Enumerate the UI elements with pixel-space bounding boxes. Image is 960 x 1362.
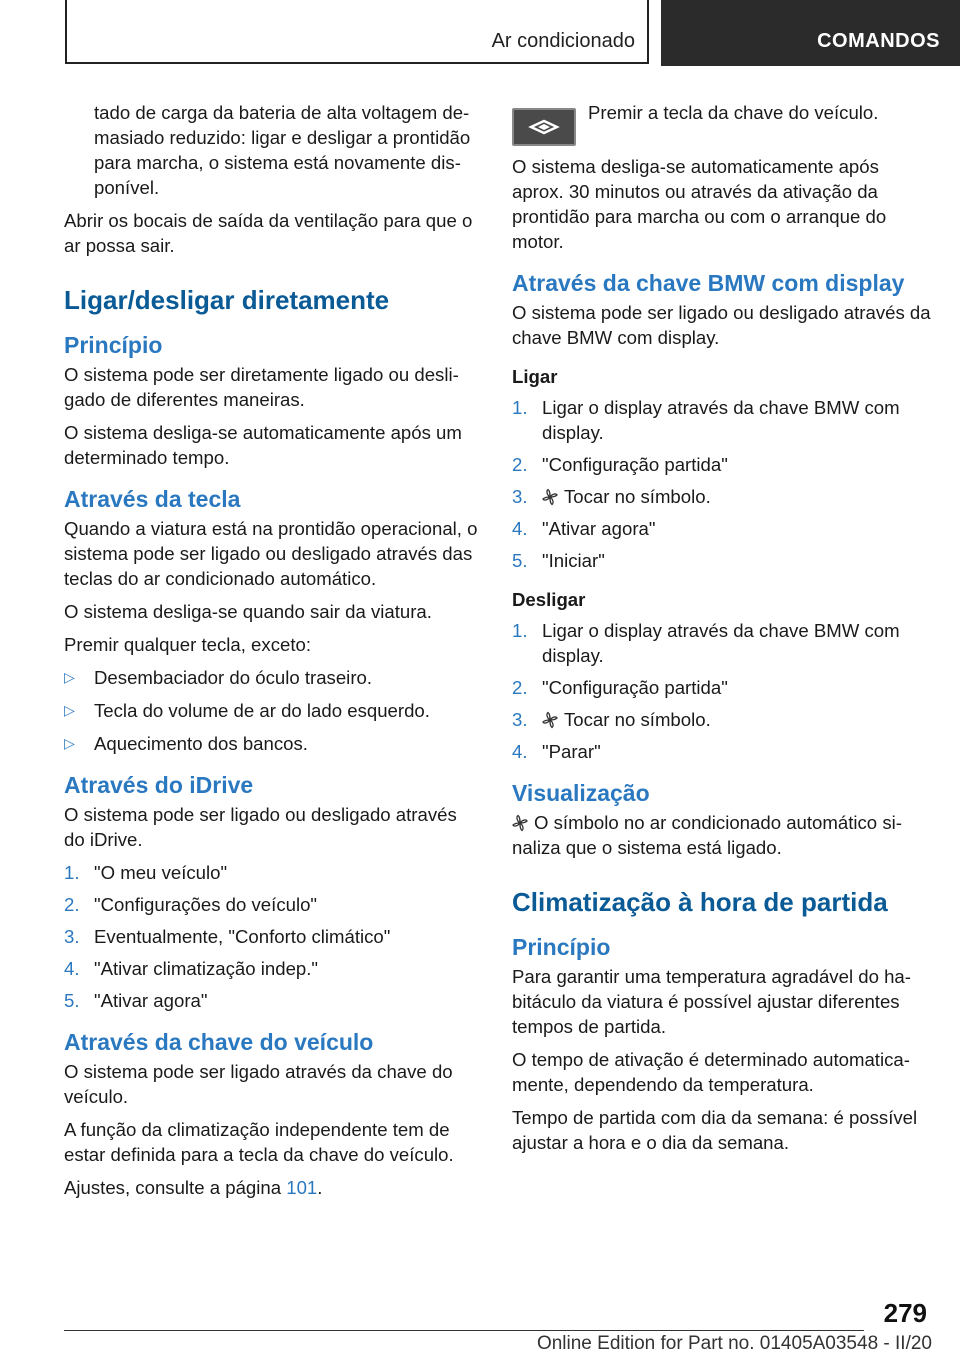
triangle-bullet-icon: ▷ xyxy=(64,702,75,718)
list-item: ▷ Desembaciador do óculo traseiro. xyxy=(64,667,373,688)
list-item: 4. "Ativar climatização indep." xyxy=(64,958,319,979)
heading-principle: Princípio xyxy=(64,332,163,358)
list-item: 1. Ligar o display através da chave BMW com display. xyxy=(512,397,900,443)
header-chapter-box xyxy=(661,0,960,66)
edition-footer: Online Edition for Part no. 01405A03548 - II/20 xyxy=(536,1333,932,1354)
vehicle-key-button-icon xyxy=(512,108,576,146)
heading-via-vehicle-key: Através da chave do veículo xyxy=(64,1029,374,1055)
list-item: 4. "Parar" xyxy=(512,741,601,762)
heading-display: Visualização xyxy=(512,780,650,806)
list-item: 2. "Configurações do veículo" xyxy=(64,894,318,915)
list-item: 5. "Iniciar" xyxy=(512,550,605,571)
key-paragraph-1: O sistema pode ser ligado através da chave do veículo. xyxy=(64,1061,453,1107)
section-title: Ar condicionado xyxy=(491,30,635,52)
switch-off-steps xyxy=(512,618,932,764)
list-item: 5. "Ativar agora" xyxy=(64,990,208,1011)
page-number: 279 xyxy=(883,1298,927,1328)
triangle-bullet-icon: ▷ xyxy=(64,669,75,685)
chapter-title: COMANDOS xyxy=(817,30,940,52)
switch-on-steps xyxy=(512,395,932,573)
key-instruction xyxy=(512,100,932,144)
heading-via-idrive: Através do iDrive xyxy=(64,772,254,798)
page-reference-link[interactable]: 101 xyxy=(286,1177,318,1198)
list-item: 3. Tocar no símbolo. xyxy=(512,709,711,730)
idrive-steps xyxy=(64,860,482,1013)
except-list xyxy=(64,665,482,756)
list-item: 2. "Configuração partida" xyxy=(512,454,728,475)
fan-icon xyxy=(542,488,558,506)
idrive-paragraph: O sistema pode ser ligado ou desligado através do iDrive. xyxy=(64,804,457,850)
heading-direct-on-off: Ligar/desligar diretamente xyxy=(64,285,390,315)
heading-switch-on: Ligar xyxy=(512,366,558,387)
heading-via-button: Através da tecla xyxy=(64,486,241,512)
header-section-box xyxy=(65,0,649,64)
list-item: ▷ Aquecimento dos bancos. xyxy=(64,733,308,754)
principle-paragraph-1: O sistema pode ser diretamente ligado ou desligado de diferentes maneiras. xyxy=(64,364,459,410)
list-item: 3. Tocar no símbolo. xyxy=(512,486,711,507)
continued-paragraph: tado de carga da bateria de alta voltagem demasiado reduzido: ligar e desligar a prontidão para marcha, o sistema está novamente disponível. xyxy=(94,102,471,198)
right-column xyxy=(512,100,932,1163)
press-key-text: Premir a tecla da chave do veículo. xyxy=(588,102,879,123)
key-paragraph-3: Ajustes, consulte a página 101. xyxy=(64,1177,323,1198)
heading-departure-climate: Climatização à hora de partida xyxy=(512,887,888,917)
list-item: 2. "Configuração partida" xyxy=(512,677,728,698)
footer-divider xyxy=(64,1330,864,1331)
principle-paragraph-2: O sistema desliga-se automaticamente após um determinado tempo. xyxy=(64,422,462,468)
display-key-paragraph: O sistema pode ser ligado ou desligado através da chave BMW com display. xyxy=(512,302,931,348)
departure-paragraph-2: O tempo de ativação é determinado automaticamente, dependendo da temperatura. xyxy=(512,1049,910,1095)
heading-via-display-key: Através da chave BMW com display xyxy=(512,270,905,296)
auto-off-paragraph: O sistema desliga-se automaticamente após aprox. 30 minutos ou através da ativação da prontidão para marcha ou com o arranque do motor. xyxy=(512,156,887,252)
list-item: 4. "Ativar agora" xyxy=(512,518,656,539)
fan-icon xyxy=(512,814,528,832)
departure-paragraph-3: Tempo de partida com dia da semana: é possível ajustar a hora e o dia da semana. xyxy=(512,1107,918,1153)
heading-switch-off: Desligar xyxy=(512,589,586,610)
list-item: 1. "O meu veículo" xyxy=(64,862,228,883)
list-item: ▷ Tecla do volume de ar do lado esquerdo. xyxy=(64,700,430,721)
fan-icon xyxy=(542,711,558,729)
list-item: 1. Ligar o display através da chave BMW com display. xyxy=(512,620,900,666)
departure-paragraph-1: Para garantir uma temperatura agradável do habitáculo da viatura é possível ajustar diferentes tempos de partida. xyxy=(512,966,911,1037)
button-paragraph-2: O sistema desliga-se quando sair da viatura. xyxy=(64,601,432,622)
button-paragraph-3: Premir qualquer tecla, exceto: xyxy=(64,634,312,655)
display-paragraph: O símbolo no ar condicionado automático sinaliza que o sistema está ligado. xyxy=(512,812,902,858)
key-paragraph-2: A função da climatização independente tem de estar definida para a tecla da chave do veículo. xyxy=(64,1119,454,1165)
open-vents-paragraph: Abrir os bocais de saída da ventilação para que o ar possa sair. xyxy=(64,210,473,256)
left-column xyxy=(64,100,482,1208)
heading-principle-2: Princípio xyxy=(512,934,611,960)
triangle-bullet-icon: ▷ xyxy=(64,735,75,751)
list-item: 3. Eventualmente, "Conforto climático" xyxy=(64,926,391,947)
button-paragraph-1: Quando a viatura está na prontidão operacional, o sistema pode ser ligado ou desligado através das teclas do ar condicionado automático. xyxy=(64,518,478,589)
